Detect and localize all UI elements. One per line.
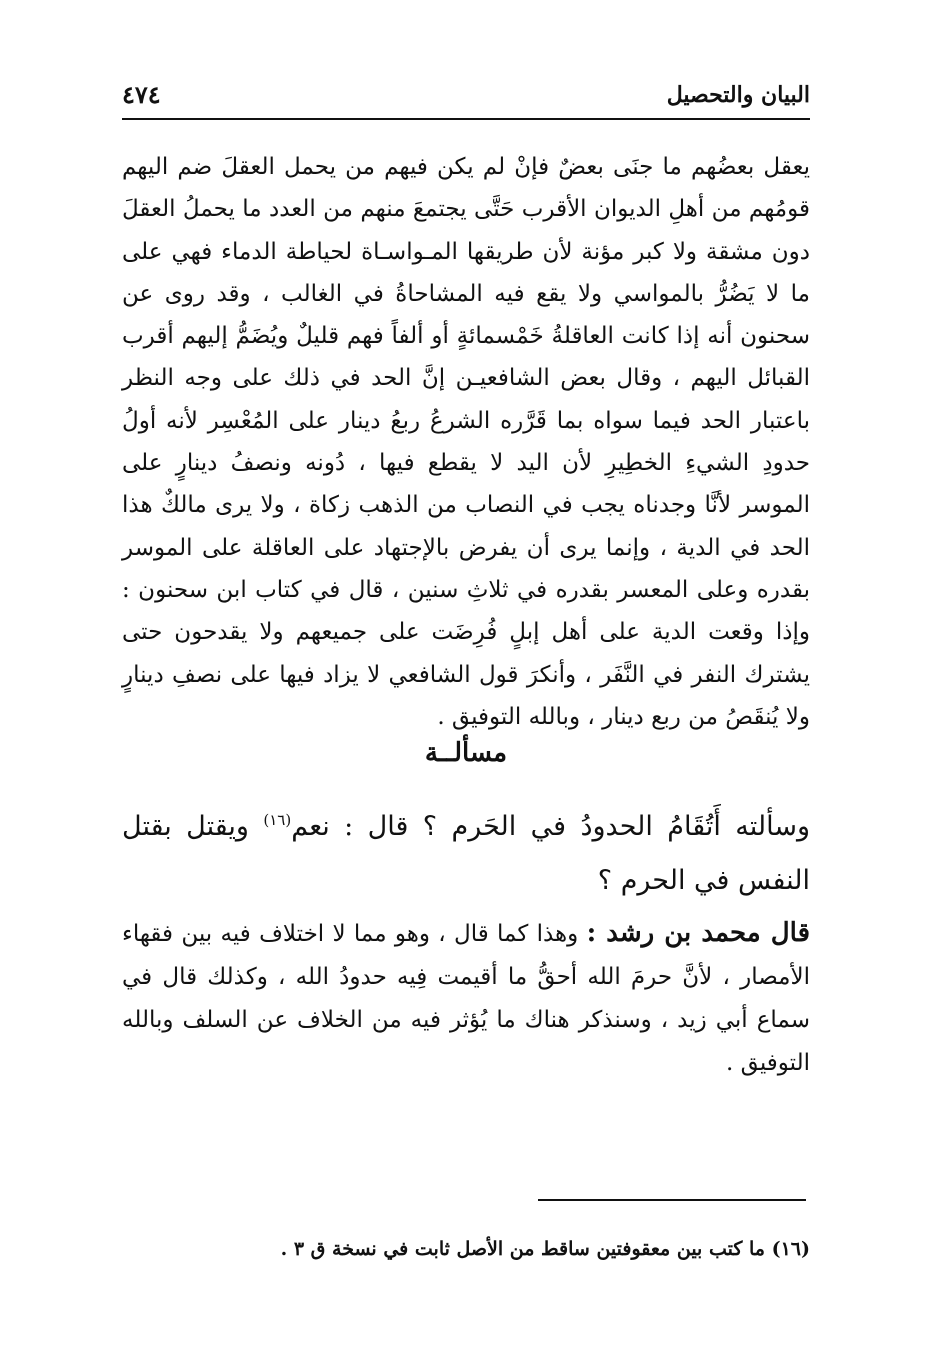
answer-text: وهذا كما قال ، وهو مما لا اختلاف فيه بين فقهاء الأمصار ، لأنَّ حرمَ الله أحقُّ ما أقيمت فِيه حدودُ الله ، وكذلك قال في سماع أبي زيد ، وسنذكر هناك ما يُؤثر فيه من الخلاف عن السلف وبالله التوفيق . [122,921,810,1076]
page-number: ٤٧٤ [122,80,161,109]
page-header [122,78,810,120]
question-paragraph [122,800,810,908]
question-block [122,800,810,908]
footnote-reference[interactable]: (١٦) [263,811,292,829]
footnote: (١٦) ما كتب بين معقوفتين ساقط من الأصل ثابت في نسخة ق ٣ . [280,1238,810,1260]
section-heading: مسألــة [424,738,508,768]
question-text-after: ويقتل بقتل النفس في الحرم ؟ [122,811,810,896]
answer-block [122,912,810,1085]
answer-paragraph [122,912,810,1085]
body-paragraph: يعقل بعضُهم ما جنَى بعضٌ فإنْ لم يكن فيهم من يحمل العقلَ ضم اليهم قومُهم من أهلِ الديوان الأقرب حَتَّى يجتمعَ منهم من العدد ما يحملُ العقلَ دون مشقة ولا كبر مؤنة لأن طريقها المـواسـاة لحياطة الدماء فهي على ما لا يَضُرُّ بالمواسي ولا يقع فيه المشاحاةُ في الغالب ، وقد روى عن سحنون أنه إذا كانت العاقلةُ خَمْسمائةٍ أو ألفاً فهم قليلٌ ويُضَمُّ إليهم أقرب القبائل اليهم ، وقال بعض الشافعيـن إنَّ الحد في ذلك على وجه النظر باعتبار الحد فيما سواه بما قَرَّره الشرعُ ربعُ دينار على المُعْسِر لأنه أولُ حدودِ الشيءِ الخطِيرِ لأن اليد لا يقطع فيها ، دُونه ونصفُ دينارٍ على الموسر لأنَّا وجدناه يجب في النصاب من الذهب زكاة ، ولا يرى مالكٌ هذا الحد في الدية ، وإنما يرى أن يفرض بالإجتهاد على العاقلة على الموسر بقدره وعلى المعسر بقدره في ثلاثِ سنين ، قال في كتاب ابن سحنون : وإذا وقعت الدية على أهل إبلٍ فُرِضَت على جميعهم ولا يقدحون حتى يشترك النفر في النَّفَر ، وأنكرَ قول الشافعي لا يزاد فيها على نصفِ دينارٍ ولا يُنقَصُ من ربع دينار ، وبالله التوفيق . [122,154,810,730]
main-text [122,146,810,738]
answer-speaker: قال محمد بن رشد : [586,918,811,948]
question-text-before: وسألته أَتُقَامُ الحدودُ في الحَرم ؟ قال : نعم [291,811,810,842]
book-title: البيان والتحصيل [666,82,810,108]
footnote-divider [538,1199,806,1201]
